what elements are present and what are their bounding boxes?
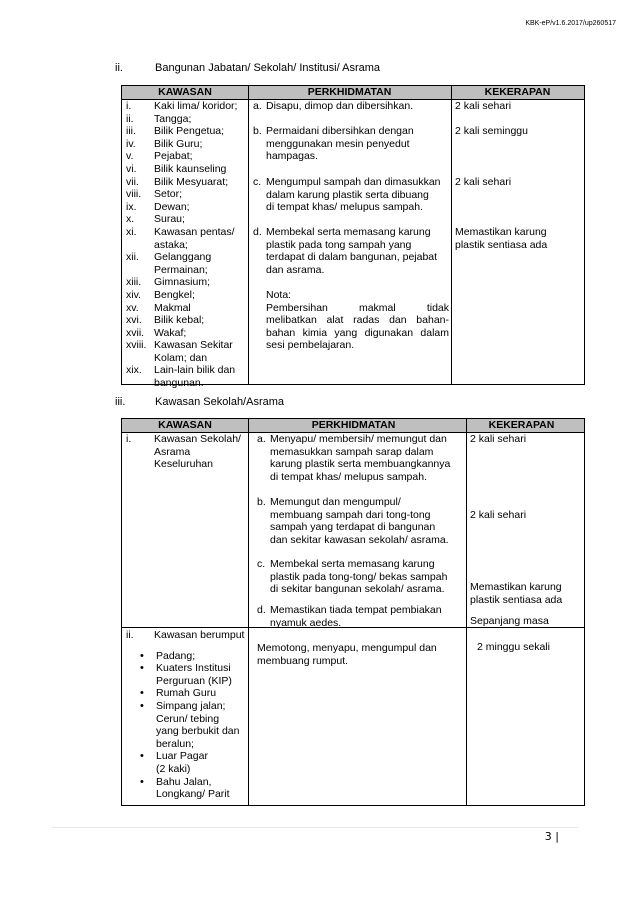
frequency-line: Memastikan karung [455,226,547,238]
nota-line: melibatkan alat radas dan bahan- [266,314,449,327]
section-ii-title: Bangunan Jabatan/ Sekolah/ Institusi/ Asrama [155,62,381,74]
kawasan-text: Bilik kebal; [154,314,205,327]
service-line: Memungut dan mengumpul/ [270,496,401,508]
bullet-line: Luar Pagar [156,750,208,763]
kawasan-number: vi. [126,162,137,175]
service-line: karung plastik serta membuangkannya [270,458,451,471]
kawasan-number: xiv. [126,288,141,301]
kawasan-bullets [126,650,246,801]
kawasan-item [126,201,246,214]
kawasan-item [126,113,246,126]
kawasan-number: ii. [126,112,134,125]
frequency-value: 2 kali sehari [470,509,527,521]
kawasan-item [126,327,246,340]
service-line: hampagas. [266,150,318,163]
row1-kekerapan [470,433,582,628]
service-line: Disapu, dimop dan dibersihkan. [266,100,414,112]
perkhidmatan-list [253,100,449,352]
kawasan-item [126,138,246,151]
service-line: Mengumpul sampah dan dimasukkan [266,176,441,188]
bullet-item [140,750,246,775]
kawasan-text: Kolam; dan [154,351,208,364]
kawasan-number: xvi. [126,314,142,327]
service-line: Memotong, menyapu, mengumpul dan [257,642,437,654]
service-line: memasukkan sampah sarap dalam [270,445,434,458]
kawasan-number: xviii. [126,339,147,352]
service-line: membuang sampah dari tong-tong [270,508,431,521]
column-header-kekerapan: KEKERAPAN [484,86,551,98]
table-bangunan [121,85,585,390]
kawasan-number: iii. [126,125,136,138]
kawasan-title: Kawasan berumput [154,629,245,641]
footer-divider [52,827,578,828]
service-line: Permaidani dibersihkan dengan [266,125,414,137]
table-header-row [122,419,584,433]
kawasan-line: Asrama [154,445,191,458]
row-number: ii. [126,629,134,641]
kawasan-number: xv. [126,301,139,314]
bullet-line: Perguruan (KIP) [156,674,232,687]
service-line: dan sekitar kawasan sekolah/ asrama. [270,533,449,546]
kawasan-item [126,377,246,390]
kawasan-number: iv. [126,137,136,150]
service-line: sampah yang terdapat di bangunan [270,521,436,534]
column-header-perkhidmatan: PERKHIDMATAN [311,419,396,431]
kawasan-item [126,239,246,252]
kawasan-text: Setor; [154,188,183,201]
column-header-kawasan: KAWASAN [158,419,212,431]
service-line: Membekal serta memasang karung [266,226,431,238]
bullet-line: Kuaters Institusi [156,662,231,675]
kawasan-text: Bilik Mesyuarat; [154,175,229,188]
service-item [257,433,464,496]
service-item [257,604,464,629]
kawasan-text: Lain-lain bilik dan [154,364,236,377]
kawasan-text: Wakaf; [154,326,187,339]
table-kawasan-sekolah [121,418,585,806]
kawasan-text: Bilik Pengetua; [154,125,225,138]
service-label: b. [257,496,266,508]
kawasan-item [126,125,246,138]
frequency-value: 2 kali sehari [455,176,512,188]
kawasan-number: viii. [126,188,142,201]
service-line: nyamuk aedes. [270,616,342,629]
frequency-line: plastik sentiasa ada [470,593,563,606]
service-line: dan asrama. [266,263,325,276]
bullet-line: Cerun/ tebing [156,712,220,725]
service-item [257,496,464,558]
page-number: 3 | [544,830,559,843]
kawasan-item [126,314,246,327]
kawasan-number: i. [126,100,132,112]
bullet-line: Padang; [156,649,196,662]
kawasan-item [126,100,246,113]
bullet-line: Bahu Jalan, [156,775,212,788]
service-line: plastik pada tong sampah yang [266,238,412,251]
kawasan-text: Bengkel; [154,288,195,301]
kawasan-text: Pejabat; [154,150,193,163]
service-item [253,176,449,226]
row1-perkhidmatan [257,433,464,629]
frequency-line: Memastikan karung [470,581,562,593]
service-label: d. [257,604,266,616]
column-header-perkhidmatan: PERKHIDMATAN [307,86,392,98]
kawasan-item [126,289,246,302]
frequency-value: 2 kali seminggu [455,125,528,137]
kawasan-text: Kawasan Sekitar [154,339,233,352]
row2-perkhidmatan [257,642,464,667]
service-line: di tempat khas/ melupus sampah. [270,470,427,483]
bullet-item [140,650,246,663]
kawasan-item [126,302,246,315]
nota-line: bahan kimia yang digunakan dalam [266,326,449,339]
frequency-value: 2 kali sehari [455,100,512,112]
kawasan-item [126,276,246,289]
bullet-line: Longkang/ Parit [156,788,230,801]
service-line: terdapat di dalam bangunan, pejabat [266,251,438,264]
column-divider [248,419,249,805]
kawasan-item [126,163,246,176]
kawasan-item [126,339,246,352]
kawasan-line: Keseluruhan [154,458,213,471]
column-header-kekerapan: KEKERAPAN [488,419,555,431]
kawasan-item [126,226,246,239]
service-label: b. [253,125,262,137]
kawasan-number: v. [126,150,134,163]
kawasan-number: vii. [126,175,139,188]
kekerapan-list [455,100,583,251]
frequency-line: plastik sentiasa ada [455,238,548,251]
kawasan-item [126,213,246,226]
bullet-line: (2 kaki) [156,762,191,775]
section-ii-number: ii. [115,62,123,74]
kawasan-number: xvii. [126,326,145,339]
kawasan-text: Bilik Guru; [154,137,203,150]
service-item [253,226,449,289]
service-line: di sekitar bangunan sekolah/ asrama. [270,583,445,596]
kawasan-item [126,352,246,365]
kawasan-text: Permainan; [154,263,208,276]
document-code: KBK-eP/v1.6.2017/up260517 [525,20,616,27]
frequency-value: Sepanjang masa [470,615,549,627]
column-divider [248,86,249,384]
service-item [253,125,449,176]
nota-label: Nota: [266,289,292,301]
kawasan-item [126,364,246,377]
kawasan-text: astaka; [154,238,188,251]
bullet-icon: • [140,699,144,712]
kawasan-item [126,176,246,189]
service-line: plastik pada tong-tong/ bekas sampah [270,570,448,583]
table-header-row [122,86,584,100]
kawasan-text: Gelanggang [154,251,212,264]
kawasan-item [126,251,246,264]
kawasan-text: Makmal [154,301,191,314]
bullet-line: beralun; [156,737,194,750]
service-line: dalam karung plastik serta dibuang [266,188,429,201]
bullet-icon: • [140,687,144,700]
bullet-item [140,776,246,801]
frequency-value [470,581,582,615]
column-header-kawasan: KAWASAN [158,86,212,98]
bullet-item [140,700,246,750]
row-number: i. [126,433,132,445]
bullet-icon: • [140,775,144,788]
row2-kekerapan: 2 minggu sekali [477,641,550,653]
column-divider [451,86,452,384]
nota-line: sesi pembelajaran. [266,339,355,352]
bullet-line: Rumah Guru [156,687,217,700]
frequency-value [455,226,583,251]
nota-line: Pembersihan makmal tidak [266,301,449,314]
bullet-line: yang berbukit dan [156,725,240,738]
frequency-value: 2 kali sehari [470,433,527,445]
bullet-icon: • [140,649,144,662]
service-line: membuang rumput. [257,654,349,667]
kawasan-list [126,100,246,390]
service-line: menggunakan mesin penyedut [266,137,410,150]
service-label: a. [253,100,262,112]
service-item [253,100,449,125]
kawasan-text: Gimnasium; [154,276,211,289]
service-line: Membekal serta memasang karung [270,558,435,570]
service-line: Memastikan tiada tempat pembiakan [270,604,442,616]
kawasan-number: x. [126,213,135,226]
kawasan-item [126,188,246,201]
service-label: d. [253,226,262,238]
service-line: Menyapu/ membersih/ memungut dan [270,433,447,445]
column-divider [466,419,467,805]
kawasan-text: Bilik kaunseling [154,162,227,175]
bullet-icon: • [140,662,144,675]
row1-kawasan [126,433,246,471]
section-iii-title: Kawasan Sekolah/Asrama [155,396,285,408]
service-line: di tempat khas/ melupus sampah. [266,201,423,214]
kawasan-item [126,150,246,163]
kawasan-text: Dewan; [154,200,190,213]
section-iii-heading [115,396,515,410]
kawasan-text: Kawasan pentas/ [154,225,235,238]
kawasan-number: xii. [126,251,139,264]
service-label: c. [257,558,266,570]
row2-kawasan [126,629,246,801]
kawasan-text: Tangga; [154,112,192,125]
kawasan-number: xi. [126,225,137,238]
bullet-icon: • [140,750,144,763]
kawasan-text: bangunan. [154,377,204,390]
bullet-line: Simpang jalan; [156,699,226,712]
service-item [257,558,464,604]
bullet-item [140,687,246,700]
service-label: c. [253,176,262,188]
kawasan-number: xiii. [126,276,142,289]
kawasan-item [126,264,246,277]
section-ii-heading [115,62,515,76]
kawasan-number: xix. [126,364,142,377]
bullet-item [140,662,246,687]
kawasan-text: Kaki lima/ koridor; [154,100,238,112]
kawasan-line: Kawasan Sekolah/ [154,433,241,445]
section-iii-number: iii. [115,396,126,408]
kawasan-number: ix. [126,200,137,213]
kawasan-text: Surau; [154,213,185,226]
service-label: a. [257,433,266,445]
nota-block [253,289,449,352]
